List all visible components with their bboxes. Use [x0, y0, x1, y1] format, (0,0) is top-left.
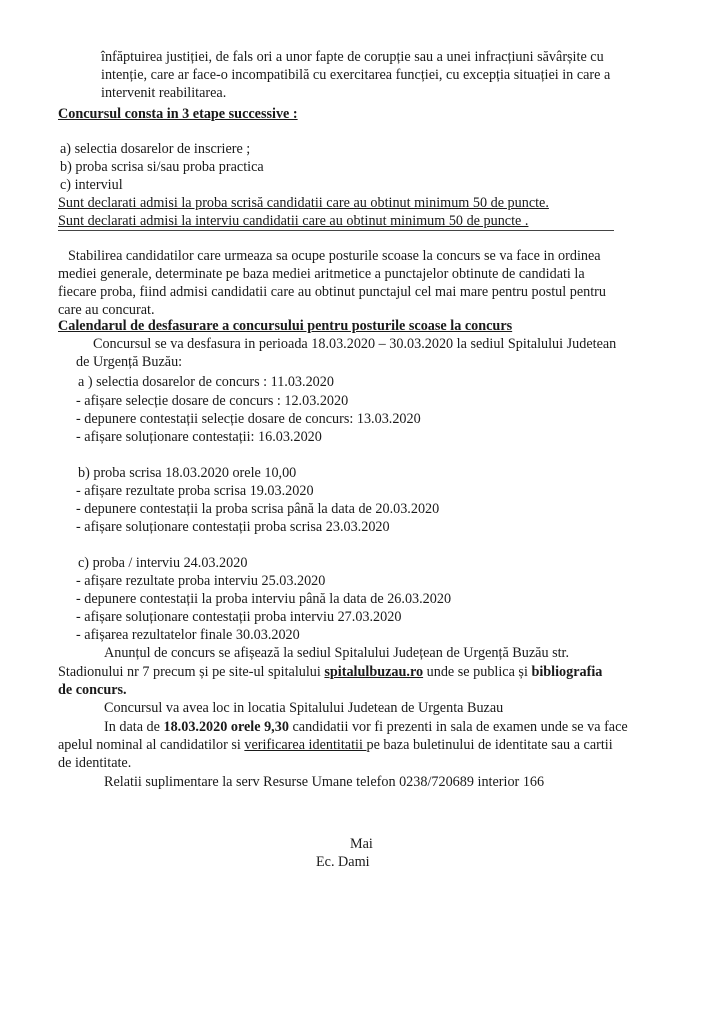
admit-interview-note: Sunt declarati admisi la interviu candidatii care au obtinut minimum 50 de puncte .	[58, 213, 529, 229]
presence-line-2-start: apelul nominal al candidatilor si	[58, 737, 245, 753]
calendar-a-item: - afișare selecție dosare de concurs : 12.03.2020	[76, 393, 349, 409]
ranking-line-3: fiecare proba, fiind admisi candidatii care au obtinut punctajul cel mai mare pentru postul pentru	[58, 284, 606, 300]
stages-heading: Concursul consta in 3 etape successive :	[58, 106, 298, 122]
signature-name: Ec. Dami	[316, 854, 370, 870]
calendar-b-item: - depunere contestații la proba scrisa până la data de 20.03.2020	[76, 501, 440, 517]
announcement-line-2	[58, 664, 602, 681]
ranking-line-4: care au concurat.	[58, 302, 155, 318]
presence-line-2	[58, 737, 613, 754]
intro-line-1: înfăptuirea justiției, de fals ori a unor fapte de corupție sau a unei infracțiuni săvârșite cu	[101, 49, 604, 65]
admit-written-note: Sunt declarati admisi la proba scrisă candidatii care au obtinut minimum 50 de puncte.	[58, 195, 549, 211]
presence-line-2-end: pe baza buletinului de identitate sau a cartii	[366, 737, 613, 753]
calendar-a-item: - afișare soluționare contestații: 16.03.2020	[76, 429, 322, 445]
stage-item-c: c) interviul	[60, 177, 123, 193]
stage-item-a: a) selectia dosarelor de inscriere ;	[60, 141, 251, 157]
bibliography-label: bibliografia	[531, 664, 603, 680]
bibliography-label-cont: de concurs.	[58, 682, 127, 698]
ranking-line-1: Stabilirea candidatilor care urmeaza sa ocupe posturile scoase la concurs se va face in ordinea	[68, 248, 601, 264]
calendar-b-item: - afișare rezultate proba scrisa 19.03.2020	[76, 483, 314, 499]
calendar-c-item: - afișare soluționare contestații proba interviu 27.03.2020	[76, 609, 402, 625]
signature-title: Mai	[350, 836, 373, 852]
calendar-c-item: - afișare rezultate proba interviu 25.03.2020	[76, 573, 326, 589]
calendar-b-item: - afișare soluționare contestații proba scrisa 23.03.2020	[76, 519, 390, 535]
calendar-period-line-1: Concursul se va desfasura in perioada 18.03.2020 – 30.03.2020 la sediul Spitalului Judetean	[93, 336, 617, 352]
calendar-a-item: - depunere contestații selecție dosare de concurs: 13.03.2020	[76, 411, 421, 427]
stage-item-b: b) proba scrisa si/sau proba practica	[60, 159, 264, 175]
calendar-period-line-2: de Urgență Buzău:	[76, 354, 183, 370]
announcement-line-1: Anunțul de concurs se afișează la sediul Spitalului Județean de Urgență Buzău str.	[104, 645, 570, 661]
intro-line-2: intenție, care ar face-o incompatibilă cu exercitarea funcției, cu excepția situației in care a	[101, 67, 611, 83]
announcement-line-2-mid: unde se publica și	[423, 664, 532, 680]
ranking-line-2: mediei generale, determinate pe baza mediei aritmetice a punctajelor obtinute de candidati la	[58, 266, 585, 282]
calendar-c-item: - afișarea rezultatelor finale 30.03.2020	[76, 627, 300, 643]
exam-date-time: 18.03.2020 orele 9,30	[163, 719, 289, 735]
announcement-line-2-start: Stadionului nr 7 precum și pe site-ul spitalului	[58, 664, 325, 680]
presence-line-3: de identitate.	[58, 755, 132, 771]
presence-line-1-end: candidatii vor fi prezenti in sala de examen unde se va face	[288, 719, 628, 735]
note-divider	[58, 230, 614, 231]
calendar-a-item: a ) selectia dosarelor de concurs : 11.03.2020	[78, 374, 334, 390]
identity-verification: verificarea identitatii	[244, 737, 367, 753]
calendar-heading: Calendarul de desfasurare a concursului pentru posturile scoase la concurs	[58, 318, 513, 334]
calendar-c-item: c) proba / interviu 24.03.2020	[78, 555, 248, 571]
contact-line: Relatii suplimentare la serv Resurse Umane telefon 0238/720689 interior 166	[104, 774, 545, 790]
intro-line-3: intervenit reabilitarea.	[101, 85, 227, 101]
calendar-c-item: - depunere contestații la proba interviu până la data de 26.03.2020	[76, 591, 452, 607]
presence-line-1-start: In data de	[104, 719, 164, 735]
location-line: Concursul va avea loc in locatia Spitalului Judetean de Urgenta Buzau	[104, 700, 504, 716]
calendar-b-item: b) proba scrisa 18.03.2020 orele 10,00	[78, 465, 297, 481]
presence-line-1	[104, 719, 628, 736]
hospital-website-link[interactable]: spitalulbuzau.ro	[324, 664, 424, 680]
